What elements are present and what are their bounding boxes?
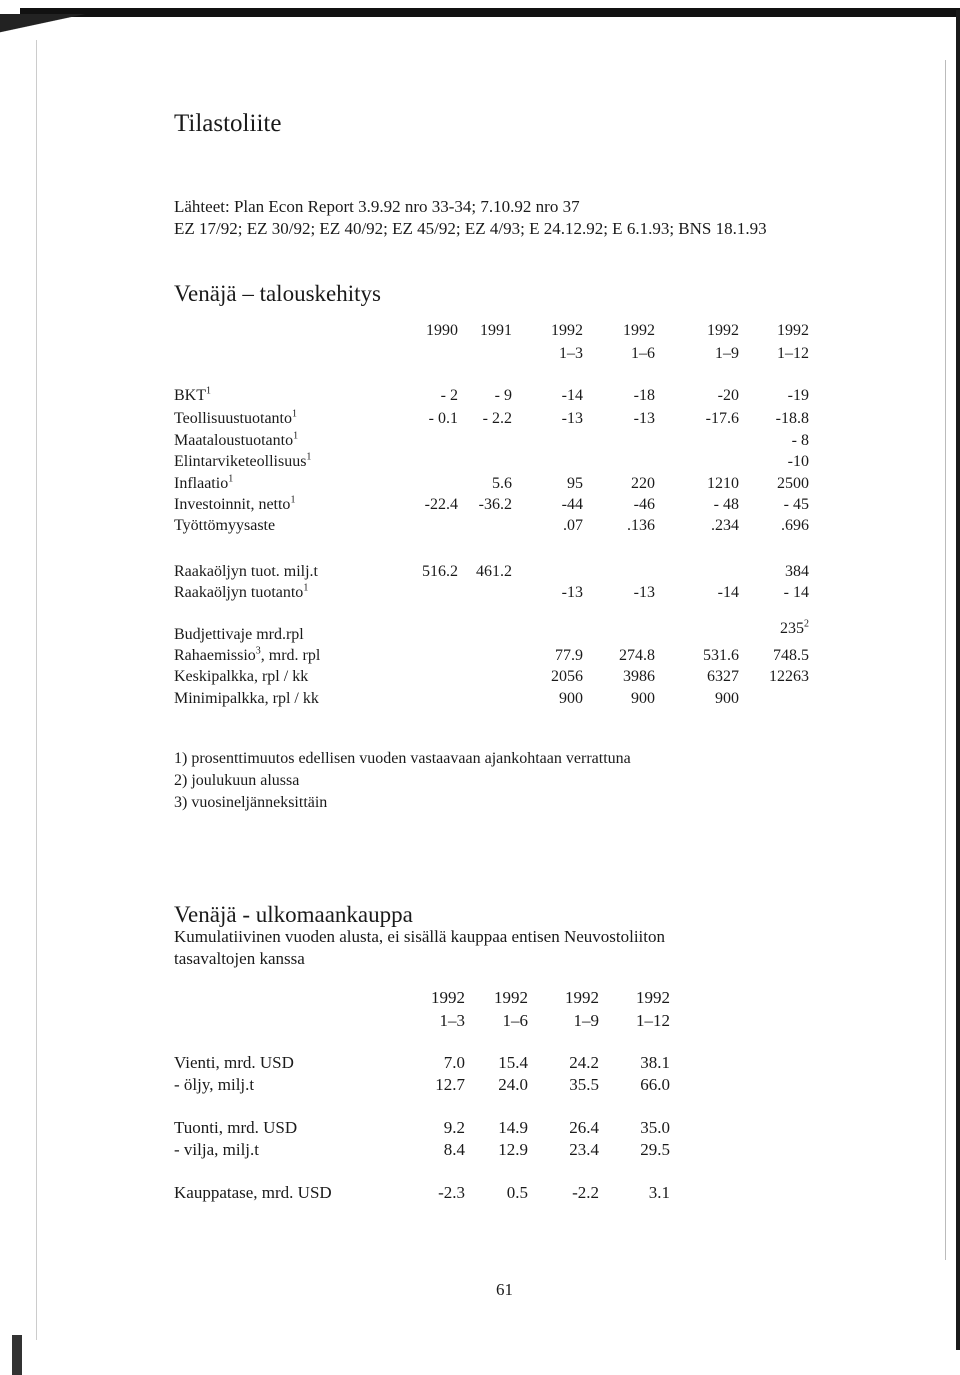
economy-cell: 220 [631,475,655,492]
trade-cell: 12.9 [498,1140,528,1159]
economy-cell: -44 [561,496,583,513]
trade-col-year: 1992 [636,988,670,1007]
trade-row-label: - vilja, milj.t [174,1140,259,1159]
trade-row-label: - öljy, milj.t [174,1075,255,1094]
economy-cell: -46 [633,496,655,513]
economy-cell: 1210 [707,475,739,492]
economy-cell: - 48 [713,496,739,513]
economy-cell: 900 [631,690,655,707]
economy-row-label: Raakaöljyn tuotanto$^1$ [174,582,309,601]
economy-cell: 274.8 [619,647,655,664]
trade-row-label: Vienti, mrd. USD [174,1053,294,1072]
economy-cell: -14 [717,584,739,601]
economy-cell: - 45 [783,496,809,513]
economy-row-label: Minimipalkka, rpl / kk [174,690,319,707]
trade-col-year: 1992 [494,988,528,1007]
trade-col-period: 1–3 [439,1011,465,1030]
trade-cell: 9.2 [443,1118,465,1137]
economy-cell: - 8 [791,432,809,449]
trade-cell: 38.1 [640,1053,670,1072]
economy-cell: -14 [561,387,583,404]
economy-cell: 2500 [777,475,809,492]
trade-cell: -2.2 [572,1183,599,1202]
trade-cell: 24.0 [498,1075,528,1094]
trade-col-period: 1–12 [636,1011,670,1030]
economy-cell: 900 [715,690,739,707]
economy-col-year: 1992 [623,322,655,339]
economy-footnote: 2) joulukuun alussa [174,772,300,789]
economy-cell: -36.2 [478,496,512,513]
economy-col-year: 1992 [777,322,809,339]
economy-col-period: 1–12 [777,345,809,362]
economy-cell: - 2 [440,387,458,404]
economy-row-label: Inflaatio$^1$ [174,473,234,492]
trade-subtitle-line-1: Kumulatiivinen vuoden alusta, ei sisällä kauppaa entisen Neuvostoliiton [174,927,666,946]
economy-cell: 3986 [623,668,655,685]
economy-cell: -13 [633,584,655,601]
scan-top-bar [20,8,960,17]
economy-cell: .234 [711,517,739,534]
economy-cell: .07 [563,517,583,534]
economy-col-period: 1–9 [715,345,739,362]
economy-cell: -22.4 [424,496,458,513]
trade-cell: -2.3 [438,1183,465,1202]
trade-cell: 0.5 [506,1183,528,1202]
economy-cell: 5.6 [492,475,512,492]
trade-cell: 35.5 [569,1075,599,1094]
economy-cell: -17.6 [705,410,739,427]
trade-cell: 15.4 [498,1053,528,1072]
economy-cell: -19 [787,387,809,404]
scan-top-wedge [0,14,140,44]
economy-cell: 516.2 [422,563,458,580]
trade-col-year: 1992 [431,988,465,1007]
economy-cell: -13 [633,410,655,427]
economy-cell: 384 [785,563,809,580]
economy-cell: -13 [561,584,583,601]
trade-cell: 14.9 [498,1118,528,1137]
economy-cell: .696 [781,517,809,534]
economy-cell: - 9 [494,387,512,404]
scan-right-edge [956,10,960,1350]
economy-row-label: Teollisuustuotanto$^1$ [174,408,297,427]
trade-col-year: 1992 [565,988,599,1007]
economy-row-label: Työttömyysaste [174,517,276,534]
economy-col-year: 1991 [480,322,512,339]
trade-row-label: Kauppatase, mrd. USD [174,1183,332,1202]
economy-cell: 748.5 [773,647,809,664]
trade-cell: 23.4 [569,1140,599,1159]
trade-cell: 26.4 [569,1118,599,1137]
trade-section-title: Venäjä - ulkomaankauppa [174,902,413,927]
scan-right-line [945,60,946,1260]
page-title: Tilastoliite [174,110,282,137]
economy-cell: 900 [559,690,583,707]
economy-row-label: BKT$^1$ [174,385,211,404]
trade-cell: 24.2 [569,1053,599,1072]
economy-cell: - 0.1 [428,410,458,427]
trade-cell: 29.5 [640,1140,670,1159]
economy-cell: $235^2$ [780,618,809,637]
economy-col-period: 1–6 [631,345,655,362]
economy-row-label: Rahaemissio$^3$, mrd. rpl [174,645,321,664]
economy-row-label: Maataloustuotanto$^1$ [174,430,299,449]
sources-line-1: Lähteet: Plan Econ Report 3.9.92 nro 33-34; 7.10.92 nro 37 [174,197,580,216]
trade-cell: 35.0 [640,1118,670,1137]
trade-cell: 12.7 [435,1075,465,1094]
economy-cell: 461.2 [476,563,512,580]
economy-footnote: 1) prosenttimuutos edellisen vuoden vastaavaan ajankohtaan verrattuna [174,750,631,767]
economy-row-label: Budjettivaje mrd.rpl [174,626,304,643]
scan-left-line [36,40,37,1340]
trade-subtitle-line-2: tasavaltojen kanssa [174,949,305,968]
economy-cell: -10 [787,453,809,470]
economy-col-year: 1992 [707,322,739,339]
economy-cell: 77.9 [555,647,583,664]
economy-cell: 6327 [707,668,739,685]
economy-cell: - 2.2 [482,410,512,427]
economy-row-label: Raakaöljyn tuot. milj.t [174,563,318,580]
economy-section-title: Venäjä – talouskehitys [174,281,381,306]
trade-col-period: 1–9 [573,1011,599,1030]
trade-cell: 66.0 [640,1075,670,1094]
economy-row-label: Investoinnit, netto$^1$ [174,494,296,513]
economy-footnote: 3) vuosineljänneksittäin [174,794,328,811]
economy-cell: -18.8 [775,410,809,427]
sources-line-2: EZ 17/92; EZ 30/92; EZ 40/92; EZ 45/92; EZ 4/93; E 24.12.92; E 6.1.93; BNS 18.1.93 [174,219,767,238]
economy-cell: - 14 [783,584,809,601]
economy-row-label: Elintarviketeollisuus$^1$ [174,451,312,470]
trade-cell: 8.4 [443,1140,465,1159]
trade-cell: 3.1 [648,1183,670,1202]
economy-cell: -13 [561,410,583,427]
economy-cell: 95 [567,475,583,492]
trade-row-label: Tuonti, mrd. USD [174,1118,298,1137]
page-number: 61 [496,1280,513,1299]
economy-row-label: Keskipalkka, rpl / kk [174,668,309,685]
economy-cell: 12263 [769,668,809,685]
economy-cell: 2056 [551,668,583,685]
economy-cell: -18 [633,387,655,404]
economy-col-year: 1992 [551,322,583,339]
economy-col-year: 1990 [426,322,458,339]
economy-cell: -20 [717,387,739,404]
economy-cell: 531.6 [703,647,739,664]
economy-col-period: 1–3 [559,345,583,362]
trade-col-period: 1–6 [502,1011,528,1030]
trade-cell: 7.0 [443,1053,465,1072]
scan-bottom-mark [12,1335,22,1375]
economy-cell: .136 [627,517,655,534]
